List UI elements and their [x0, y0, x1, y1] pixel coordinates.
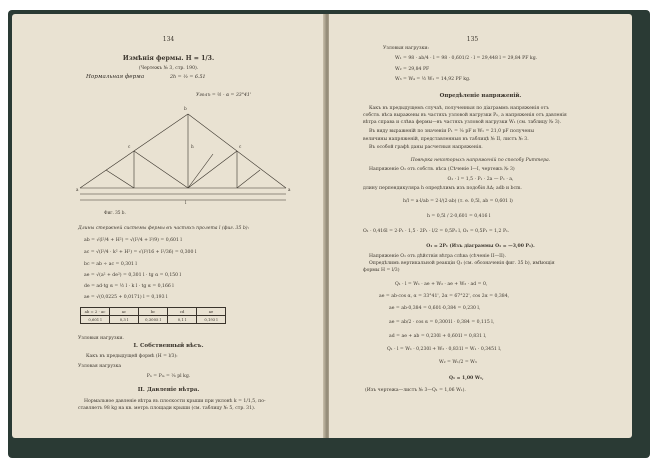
right-formula: Q₁ · l = W₁ · 0,230l + W₃ · 0,831l = W₁ · 0,3451 l, — [387, 347, 502, 352]
svg-text:b: b — [184, 106, 187, 111]
table-cell: 0,601 l — [81, 316, 110, 324]
table-header-cell: ab = 2 · ac — [81, 308, 110, 316]
handwritten-formula-2: Уголъ = ½ · α = 33°41' — [196, 93, 252, 98]
table-cell: 0,3 l — [110, 316, 139, 324]
table-cell: 0,3005 l — [139, 316, 168, 324]
svg-text:a: a — [288, 187, 291, 192]
loads-label: Узловыя нагрузки. — [78, 336, 124, 341]
paragraph-line: собств. вѣса выражены въ частяхъ узловой нагрузки Pₙ, а напряженiя отъ давленiя — [363, 113, 567, 118]
table-header-cell: ae — [197, 308, 226, 316]
handwritten-note: Нормальная ферма — [86, 74, 145, 80]
page-number-right: 135 — [466, 36, 479, 43]
left-page — [12, 14, 325, 438]
right-formula: ae = ab/2 · cos α = 0,3001l · 0,384 = 0,115 l, — [389, 320, 495, 325]
table-header-cell: ac — [110, 308, 139, 316]
left-subheading: (Чертежъ № 3, стр. 190). — [138, 66, 199, 71]
lengths-table — [80, 307, 226, 324]
table-cell: 0,1 l — [168, 316, 197, 324]
figure-caption: Фиг. 35 b. — [104, 210, 126, 215]
svg-text:l: l — [185, 200, 187, 205]
paragraph-line: Опредѣлимъ вертикальной реакцiи Q₁ (см. обозначенiя фиг. 35 b), имѣющiя — [369, 261, 555, 266]
table-header-cell: cd — [168, 308, 197, 316]
right-formula: Q₁ · l = W₁ · ae + W₂ · ae + W₃ · ad = 0, — [395, 282, 488, 287]
paragraph-line: формы H = l/3) — [363, 268, 400, 273]
paragraph-line: Какъ въ предыдущемъ случаѣ, полученныя по дiаграммъ напряженiя отъ — [369, 106, 549, 111]
right-formula: W₁ = 98 · ab/4 · l = 98 · 0,601/2 · l = 29,448 l = 29,84 PF kg. — [395, 56, 538, 61]
right-label: Узловыя нагрузки: — [383, 46, 429, 51]
section2-text-line: ставляетъ 98 kg на кв. метръ площади крыши (см. таблицу № 5, стр. 31). — [78, 406, 256, 411]
paragraph-line: длину перпендикуляра h опредѣлимъ изъ подобiя Δ∆; adb и bcm. — [363, 186, 522, 191]
paragraph-line: вѣтра справа и слѣва фермы—въ частяхъ узловой нагрузки W₁ (см. таблицу № 3). — [363, 120, 562, 125]
svg-text:a: a — [76, 187, 79, 192]
right-formula: O₁ · l = 1,5 · P₁ · 2a — P₁ · a, — [447, 177, 514, 182]
left-heading: Измѣнiя фермы. H = 1/3. — [122, 55, 215, 62]
right-formula: W₂ = 29,84 PF — [395, 67, 430, 72]
right-formula: (Изъ чертежа—листъ № 3—Q₁ = 1,06 W₁). — [365, 388, 466, 393]
section1-heading: I. Собственный вѣсъ. — [133, 343, 204, 349]
formula-de: de = ad·tg α = ½ l · k l · tg α = 0,166 l — [84, 284, 174, 289]
ritter-heading: Повѣрка некоторыхъ напряженiй по способу Риттера. — [410, 158, 551, 163]
paragraph-line: Въ виду выраженiй по значенiи P₁ = ⅛ pF и W₁ = 21,0 pF получены — [369, 129, 534, 134]
right-formula: W₂ = W₁/2 = W₃ — [439, 360, 477, 365]
formula-ae-2: ae = √(0,0225 + 0,0171) l = 0,193 l — [84, 295, 168, 300]
paragraph-line: Напряженiе O₁ отъ собств. вѣса (Сѣченiе I—I, чертежъ № 3) — [369, 167, 515, 172]
right-formula: ae = ab·0,384 = 0,601·0,384 = 0,230 l, — [389, 306, 481, 311]
svg-text:c: c — [128, 144, 131, 149]
section2-text-line: Нормальное давленiе вѣтра въ плоскости крыши при уклонѣ k = 1/1,5, по- — [84, 399, 266, 404]
section2-heading: II. Давленiе вѣтра. — [137, 387, 200, 393]
svg-text:c: c — [239, 144, 242, 149]
formula-ab: ab = √(l²/4 + H²) = √(l²/4 + l²/9) = 0,601 l — [84, 238, 182, 243]
paragraph-line: Напряженiе O₁ отъ дѣйствiя вѣтра слѣва (сѣченiе II—II). — [369, 254, 507, 259]
section-heading-stresses: Опредѣленiе напряженiй. — [439, 93, 522, 99]
right-formula: Q₁ = 1,00 W₁, — [449, 376, 484, 381]
page-number-left: 134 — [162, 36, 175, 43]
right-formula: O₁ · 0,416l = 2·P₁ · 1,5 · 2P₁ · l/2 = 0,5P₁ l, O₁ = 0,5P₁ = 1,2 P₁. — [363, 229, 510, 234]
right-formula: ad = ae + ab = 0,230l + 0,601l = 0,831 l, — [389, 334, 487, 339]
svg-text:h: h — [191, 144, 194, 149]
formula-ae-1: ae = √(a² + de²) = 0,301 l · tg α = 0,150 l — [84, 273, 182, 278]
right-formula: W₃ = W₄ = ½ W₁ = 14,92 PF kg. — [395, 77, 471, 82]
handwritten-formula-1: 2h = ¹⁄₂ = 6.51 — [170, 75, 206, 80]
table-cell: 0,193 l — [197, 316, 226, 324]
paragraph-line: Въ особой графѣ даны расчетныя напряженiя. — [369, 145, 483, 150]
truss-figure — [28, 88, 298, 206]
paragraph-line: величины напряженiй, представленныя въ таблицѣ № II, листъ № 3. — [363, 137, 529, 142]
right-formula: O₁ = 2P₁ (Изъ дiаграммы O₁ = —3,00 P₁). — [426, 244, 535, 249]
section1-text: Какъ въ предыдущей формѣ (H = l/3): — [86, 354, 178, 359]
table-header-cell: bc — [139, 308, 168, 316]
right-formula: h = 0,5l / 2·0,601 = 0,416 l — [427, 214, 491, 219]
right-formula: ae = ab·cos α, α = 33°41', 2α = 67°22', cos 2α = 0,384, — [379, 294, 510, 299]
right-page — [329, 14, 632, 438]
right-formula: h/l = a·l/ab = 2·l/(2·ab) (т. е. 0,5l, ab = 0,601 l) — [403, 199, 513, 204]
section1-label: Узловая нагрузка — [78, 364, 122, 369]
section1-formula: Pₙ = Pₘ = ⅛ pl kg. — [146, 374, 191, 379]
formula-ac: ac = √(l²/4 · k² + H²) = √(l²/16 + l²/36) = 0,300 l — [84, 250, 197, 255]
left-paragraph: Длины стержней системы фермы въ частяхъ пролета l (фиг. 35 b): — [78, 226, 250, 231]
formula-bc: bc = ab ÷ ac = 0,301 l — [84, 262, 137, 267]
